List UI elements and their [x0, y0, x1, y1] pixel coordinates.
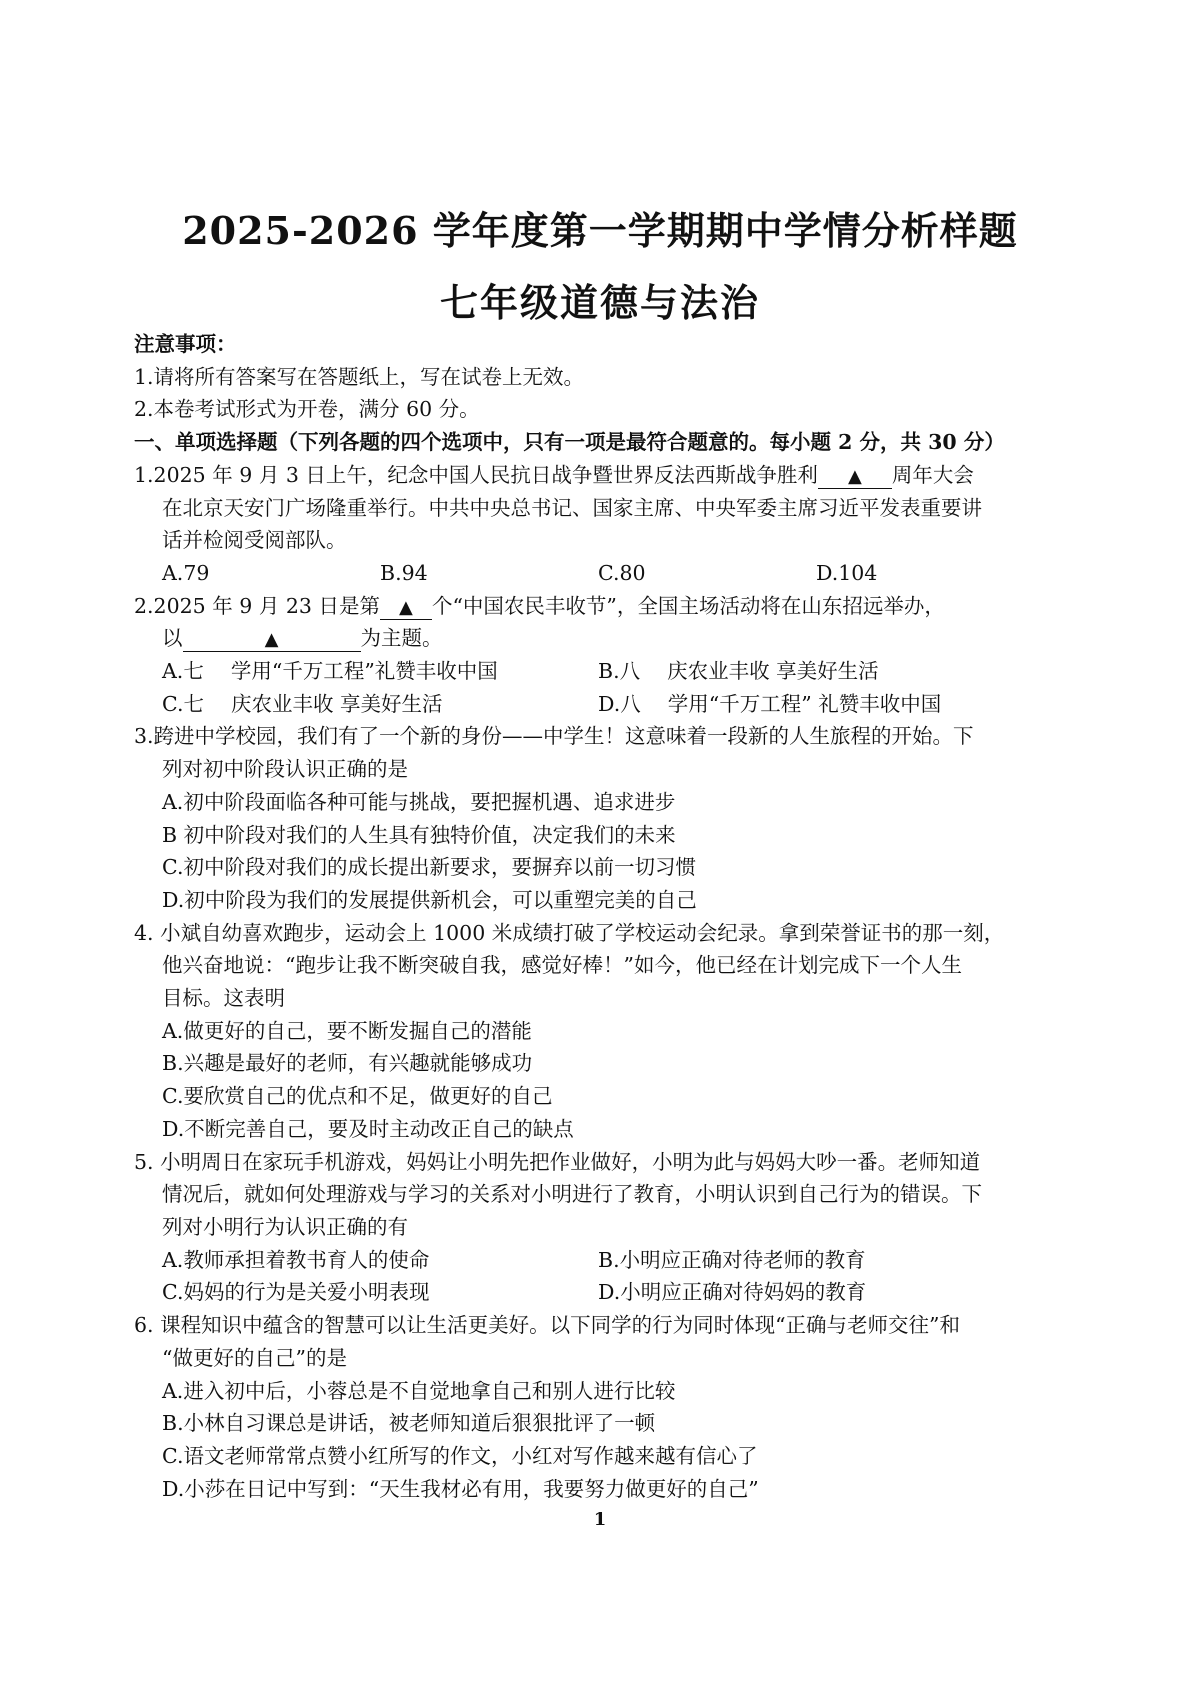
option-a: A.79: [162, 560, 210, 585]
question-1-stem: [134, 459, 1034, 492]
option-b: B 初中阶段对我们的人生具有独特价值，决定我们的未来: [162, 822, 676, 847]
question-4-stem: 4. 小斌自幼喜欢跑步，运动会上 1000 米成绩打破了学校运动会纪录。拿到荣誉证书的那一刻，: [134, 920, 1005, 945]
page-number: 1: [593, 1509, 607, 1530]
option-c: C.80: [598, 560, 646, 585]
question-stem-line: 目标。这表明: [162, 986, 285, 1011]
option-b: B.94: [380, 560, 428, 585]
option-a: A.做更好的自己，要不断发掘自己的潜能: [162, 1018, 532, 1043]
exam-subtitle: 七年级道德与法治: [439, 280, 760, 325]
question-5-options: [134, 1244, 1034, 1277]
option-a: A.教师承担着教书育人的使命: [162, 1247, 430, 1272]
stem-text: 2.2025 年 9 月 23 日是第: [134, 593, 380, 618]
option-d: D.小明应正确对待妈妈的教育: [598, 1280, 867, 1305]
option-d: D.初中阶段为我们的发展提供新机会，可以重塑完美的自己: [162, 887, 697, 912]
option-d: D.八 学用“千万工程” 礼赞丰收中国: [598, 691, 942, 716]
question-2-stem: [134, 590, 1034, 623]
option-a: A.进入初中后，小蓉总是不自觉地拿自己和别人进行比较: [162, 1378, 676, 1403]
option-d: D.不断完善自己，要及时主动改正自己的缺点: [162, 1116, 574, 1141]
answer-blank: ▲: [818, 466, 892, 489]
option-c: C.要欣赏自己的优点和不足，做更好的自己: [162, 1084, 553, 1109]
option-d: D.104: [816, 560, 878, 585]
notes-heading: 注意事项：: [134, 332, 237, 356]
question-6-stem: 6. 课程知识中蕴含的智慧可以让生活更美好。以下同学的行为同时体现“正确与老师交往”和: [134, 1313, 961, 1338]
question-stem-line: 他兴奋地说：“跑步让我不断突破自我，感觉好棒！”如今，他已经在计划完成下一个人生: [162, 953, 962, 978]
question-stem-line: 列对初中阶段认识正确的是: [162, 757, 408, 782]
option-b: B.兴趣是最好的老师，有兴趣就能够成功: [162, 1051, 533, 1076]
exam-content: [134, 328, 1034, 1505]
question-3-stem: 3.跨进中学校园，我们有了一个新的身份——中学生！这意味着一段新的人生旅程的开始。下: [134, 724, 974, 749]
question-stem-line: 在北京天安门广场隆重举行。中共中央总书记、国家主席、中央军委主席习近平发表重要讲: [162, 495, 982, 520]
answer-blank: ▲: [183, 629, 361, 652]
note-item: 1.请将所有答案写在答题纸上，写在试卷上无效。: [134, 364, 585, 389]
option-b: B.小明应正确对待老师的教育: [598, 1247, 866, 1272]
stem-text: 以: [162, 626, 183, 651]
option-c: C.妈妈的行为是关爱小明表现: [162, 1280, 430, 1305]
stem-text: 为主题。: [360, 626, 443, 651]
option-c: C.七 庆农业丰收 享美好生活: [162, 691, 443, 716]
option-d: D.小莎在日记中写到：“天生我材必有用，我要努力做更好的自己”: [162, 1476, 759, 1501]
question-stem-line: 话并检阅受阅部队。: [162, 528, 347, 553]
stem-text: 周年大会: [891, 462, 974, 487]
exam-title: 2025-2026 学年度第一学期期中学情分析样题: [182, 208, 1018, 253]
option-b: B.八 庆农业丰收 享美好生活: [598, 659, 879, 684]
question-5-stem: 5. 小明周日在家玩手机游戏，妈妈让小明先把作业做好，小明为此与妈妈大吵一番。老师知道: [134, 1149, 981, 1174]
option-a: A.初中阶段面临各种可能与挑战，要把握机遇、追求进步: [162, 789, 676, 814]
question-stem-line: “做更好的自己”的是: [162, 1345, 347, 1370]
question-stem-line: 列对小明行为认识正确的有: [162, 1214, 408, 1239]
question-2-options: [134, 655, 1034, 688]
option-a: A.七 学用“千万工程”礼赞丰收中国: [162, 659, 498, 684]
section-heading: 一、单项选择题（下列各题的四个选项中，只有一项是最符合题意的。每小题 2 分，共 30 分）: [134, 430, 1005, 455]
question-stem-line: 情况后，就如何处理游戏与学习的关系对小明进行了教育，小明认识到自己行为的错误。下: [162, 1182, 982, 1207]
option-c: C.初中阶段对我们的成长提出新要求，要摒弃以前一切习惯: [162, 855, 696, 880]
answer-blank: ▲: [380, 597, 432, 620]
question-stem-line: [134, 622, 1034, 655]
note-item: 2.本卷考试形式为开卷，满分 60 分。: [134, 397, 480, 422]
option-b: B.小林自习课总是讲话，被老师知道后狠狠批评了一顿: [162, 1411, 656, 1436]
question-5-options: [134, 1276, 1034, 1309]
question-2-options: [134, 688, 1034, 721]
question-1-options: [134, 557, 1034, 590]
stem-text: 个“中国农民丰收节”，全国主场活动将在山东招远举办，: [431, 593, 945, 618]
option-c: C.语文老师常常点赞小红所写的作文，小红对写作越来越有信心了: [162, 1443, 758, 1468]
stem-text: 1.2025 年 9 月 3 日上午，纪念中国人民抗日战争暨世界反法西斯战争胜利: [134, 462, 818, 487]
